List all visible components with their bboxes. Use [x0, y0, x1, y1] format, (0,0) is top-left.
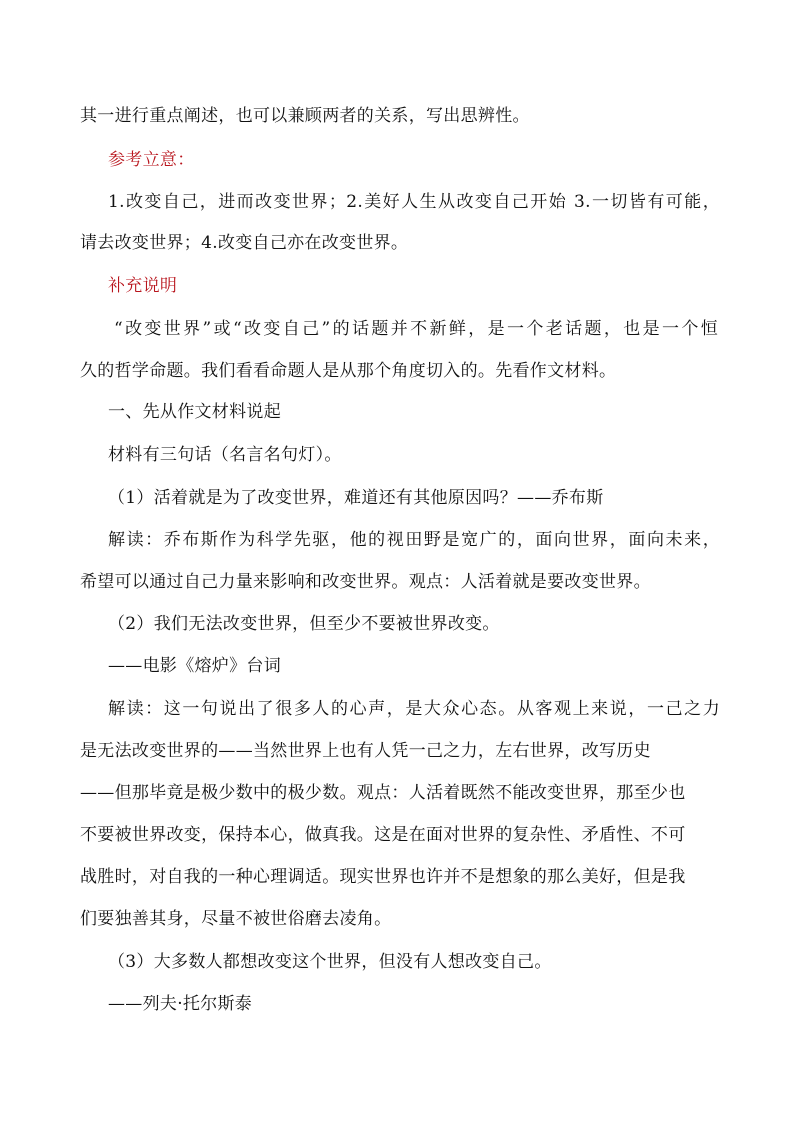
section-heading-reference-ideas: 参考立意：: [108, 150, 195, 170]
paragraph-line: 其一进行重点阐述，也可以兼顾两者的关系，写出思辨性。: [80, 106, 530, 126]
paragraph-line: ——但那毕竟是极少数中的极少数。观点：人活着既然不能改变世界，那至少也: [80, 783, 686, 803]
subheading-line: 一、先从作文材料说起: [108, 402, 281, 422]
paragraph-line: 战胜时，对自我的一种心理调适。现实世界也许并不是想象的那么美好，但是我: [80, 867, 686, 887]
section-heading-supplement: 补充说明: [108, 276, 178, 296]
paragraph-line: “改变世界”或“改变自己”的话题并不新鲜，是一个老话题，也是一个恒: [114, 319, 718, 339]
paragraph-line: 不要被世界改变，保持本心，做真我。这是在面对世界的复杂性、矛盾性、不可: [80, 825, 686, 845]
quote-line: （2）我们无法改变世界，但至少不要被世界改变。: [108, 614, 500, 634]
paragraph-line: 材料有三句话（名言名句灯）。: [108, 445, 342, 465]
quote-line: （1）活着就是为了改变世界，难道还有其他原因吗？——乔布斯: [108, 488, 604, 508]
quote-attribution: ——列夫·托尔斯泰: [108, 994, 253, 1014]
paragraph-line: 解读：乔布斯作为科学先驱，他的视田野是宽广的，面向世界，面向未来，: [108, 530, 720, 550]
paragraph-line: 请去改变世界；4.改变自己亦在改变世界。: [80, 233, 409, 253]
paragraph-line: 是无法改变世界的——当然世界上也有人凭一己之力，左右世界，改写历史: [80, 741, 651, 761]
quote-line: （3）大多数人都想改变这个世界，但没有人想改变自己。: [108, 952, 552, 972]
paragraph-line: 们要独善其身，尽量不被世俗磨去凌角。: [80, 909, 392, 929]
paragraph-line: 解读：这一句说出了很多人的心声，是大众心态。从客观上来说，一己之力: [108, 699, 720, 719]
quote-attribution: ——电影《熔炉》台词: [108, 656, 281, 676]
paragraph-line: 1.改变自己，进而改变世界；2.美好人生从改变自己开始 3.一切皆有可能，: [108, 192, 720, 212]
paragraph-line: 希望可以通过自己力量来影响和改变世界。观点：人活着就是要改变世界。: [80, 572, 651, 592]
paragraph-line: 久的哲学命题。我们看看命题人是从那个角度切入的。先看作文材料。: [80, 361, 617, 381]
